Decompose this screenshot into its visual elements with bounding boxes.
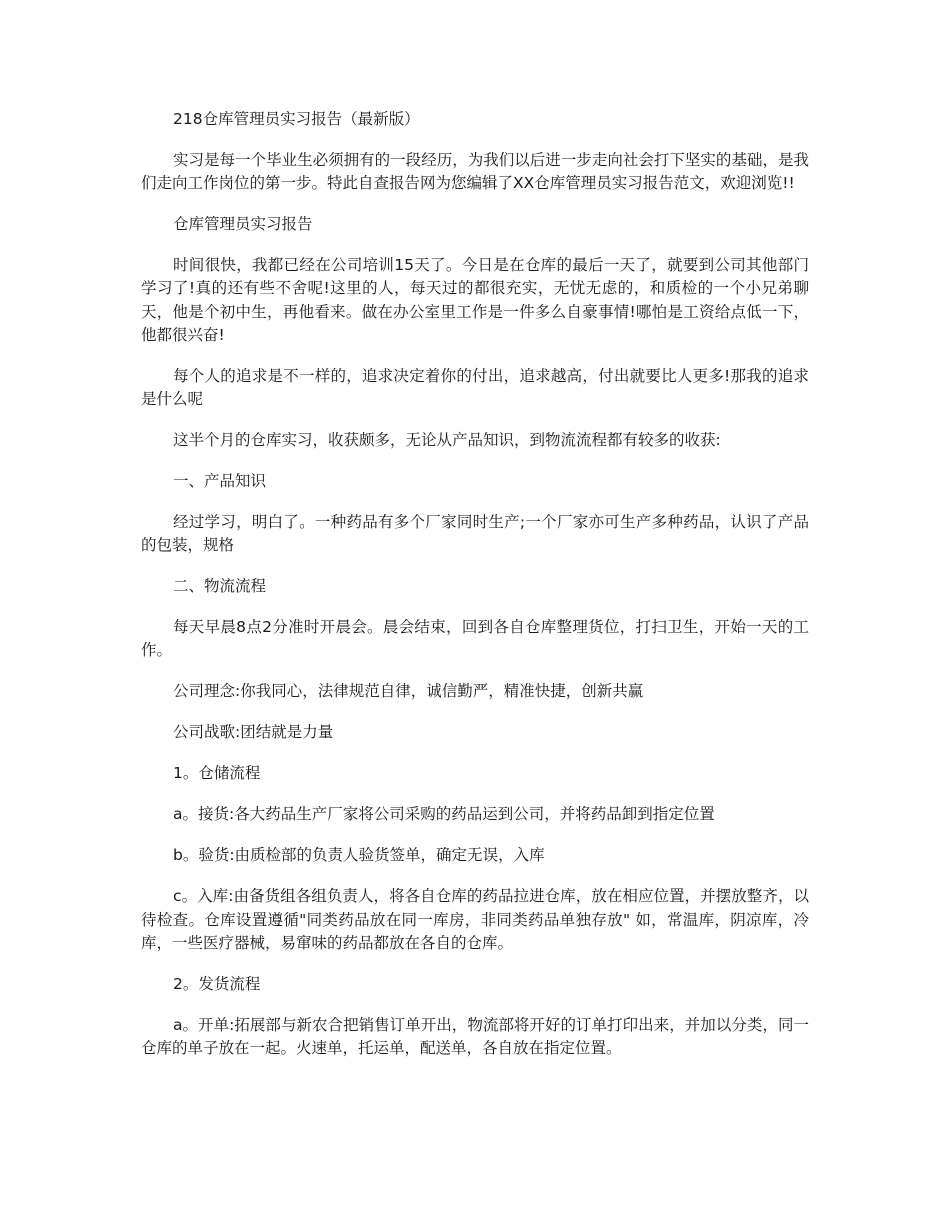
document-title: 218仓库管理员实习报告（最新版） [173,110,420,128]
paragraph-receiving: a。接货:各大药品生产厂家将公司采购的药品运到公司，并将药品卸到指定位置 [173,805,715,824]
paragraph-intro: 实习是每一个毕业生必须拥有的一段经历，为我们以后进一步走向社会打下坚实的基础，是我们走向工作岗位的第一步。特此自查报告网为您编辑了XX仓库管理员实习报告范文，欢迎浏览!! [141,151,809,193]
paragraph-pursuit: 每个人的追求是不一样的，追求决定着你的付出，追求越高，付出就要比人更多!那我的追求是什么呢 [141,366,809,409]
paragraph-order-issuing: a。开单:拓展部与新农合把销售订单开出，物流部将开好的订单打印出来，并加以分类，同一仓库的单子放在一起。火速单，托运单，配送单，各自放在指定位置。 [141,1015,809,1058]
section-heading-product-knowledge: 一、产品知识 [173,472,267,491]
subheading-shipping-process: 2。发货流程 [173,974,261,993]
section-heading-logistics: 二、物流流程 [173,577,267,596]
paragraph-training: 时间很快，我都已经在公司培训15天了。今日是在仓库的最后一天了，就要到公司其他部门学习了!真的还有些不舍呢!这里的人，每天过的都很充实，无忧无虑的，和质检的一个小兄弟聊天，他是个初中生，再他看来。做在办公室里工作是一件多么自豪事情!哪怕是工资给点低一下，他都很兴奋! [141,256,809,344]
paragraph-gains: 这半个月的仓库实习，收获颇多，无论从产品知识，到物流流程都有较多的收获: [173,431,721,450]
subheading-storage-process: 1。仓储流程 [173,764,261,783]
section-heading-report: 仓库管理员实习报告 [173,215,313,234]
paragraph-morning-meeting: 每天早晨8点2分准时开晨会。晨会结束，回到各自仓库整理货位，打扫卫生，开始一天的工作。 [141,618,809,660]
paragraph-product-knowledge: 经过学习，明白了。一种药品有多个厂家同时生产;一个厂家亦可生产多种药品，认识了产品的包装，规格 [141,513,809,555]
document-page [141,108,809,1078]
paragraph-warehousing: c。入库:由备货组各组负责人，将各自仓库的药品拉进仓库，放在相应位置，并摆放整齐，以待检查。仓库设置遵循"同类药品放在同一库房，非同类药品单独存放" 如，常温库，阴凉库，冷库，一些医疗器械，易窜味的药品都放在各自的仓库。 [141,887,809,952]
paragraph-company-philosophy: 公司理念:你我同心，法律规范自律，诚信勤严，精准快捷，创新共赢 [173,682,644,701]
paragraph-company-song: 公司战歌:团结就是力量 [173,723,334,742]
paragraph-inspection: b。验货:由质检部的负责人验货签单，确定无误，入库 [173,846,545,865]
